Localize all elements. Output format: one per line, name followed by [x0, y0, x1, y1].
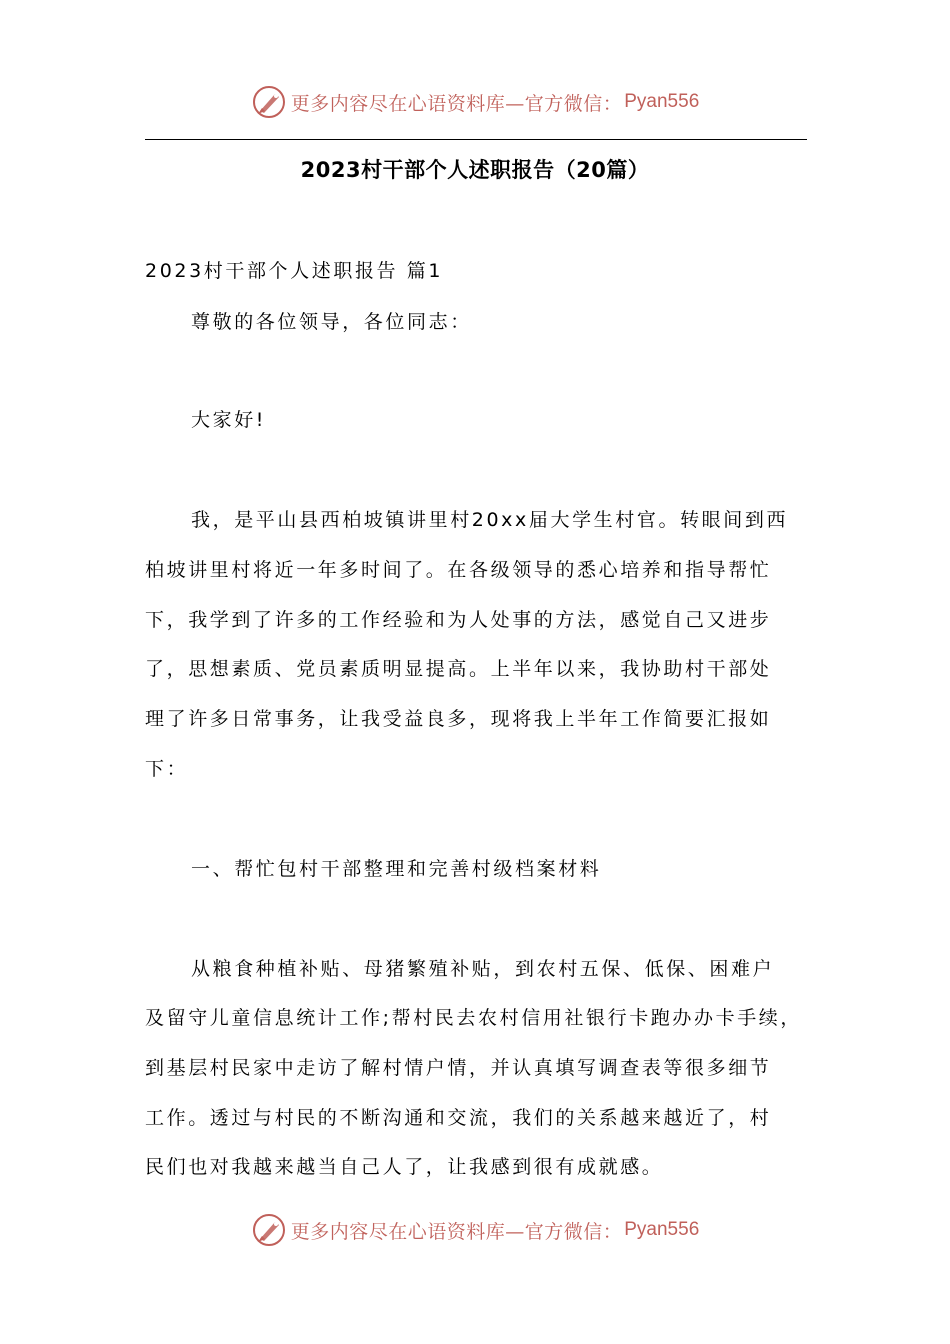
paragraph-line: 及留守儿童信息统计工作;帮村民去农村信用社银行卡跑办办卡手续，: [145, 1007, 803, 1029]
fountain-pen-logo-icon: [251, 84, 287, 120]
hello-line: 大家好!: [191, 409, 267, 431]
footer-banner-text: 更多内容尽在心语资料库—官方微信：: [290, 1220, 623, 1243]
paragraph-line: 到基层村民家中走访了解村情户情，并认真填写调查表等很多细节: [145, 1057, 772, 1079]
header-banner-text: 更多内容尽在心语资料库—官方微信：: [290, 92, 623, 115]
section-heading: 2023村干部个人述职报告 篇1: [145, 260, 444, 282]
paragraph-line: 柏坡讲里村将近一年多时间了。在各级领导的悉心培养和指导帮忙: [145, 559, 772, 581]
item-heading: 一、帮忙包村干部整理和完善村级档案材料: [191, 858, 602, 880]
header-banner: [0, 80, 950, 124]
fountain-pen-logo-icon: [251, 1212, 287, 1248]
document-title: 2023村干部个人述职报告（20篇）: [300, 158, 650, 182]
paragraph-line: 从粮食种植补贴、母猪繁殖补贴，到农村五保、低保、困难户: [191, 958, 775, 980]
paragraph-line: 理了许多日常事务，让我受益良多，现将我上半年工作简要汇报如: [145, 708, 772, 730]
paragraph-line: 了，思想素质、党员素质明显提高。上半年以来，我协助村干部处: [145, 658, 772, 680]
header-divider: [145, 139, 807, 140]
paragraph-line: 下，我学到了许多的工作经验和为人处事的方法，感觉自己又进步: [145, 609, 772, 631]
paragraph-line: 我，是平山县西柏坡镇讲里村20xx届大学生村官。转眼间到西: [191, 509, 789, 531]
footer-banner: [0, 1208, 950, 1252]
greeting-line: 尊敬的各位领导，各位同志：: [191, 311, 472, 333]
paragraph-line: 下：: [145, 758, 189, 780]
paragraph-line: 工作。透过与村民的不断沟通和交流，我们的关系越来越近了，村: [145, 1107, 772, 1129]
paragraph-line: 民们也对我越来越当自己人了，让我感到很有成就感。: [145, 1156, 664, 1178]
header-banner-wechat-id: Pyan556: [624, 91, 700, 112]
footer-banner-wechat-id: Pyan556: [624, 1219, 700, 1240]
